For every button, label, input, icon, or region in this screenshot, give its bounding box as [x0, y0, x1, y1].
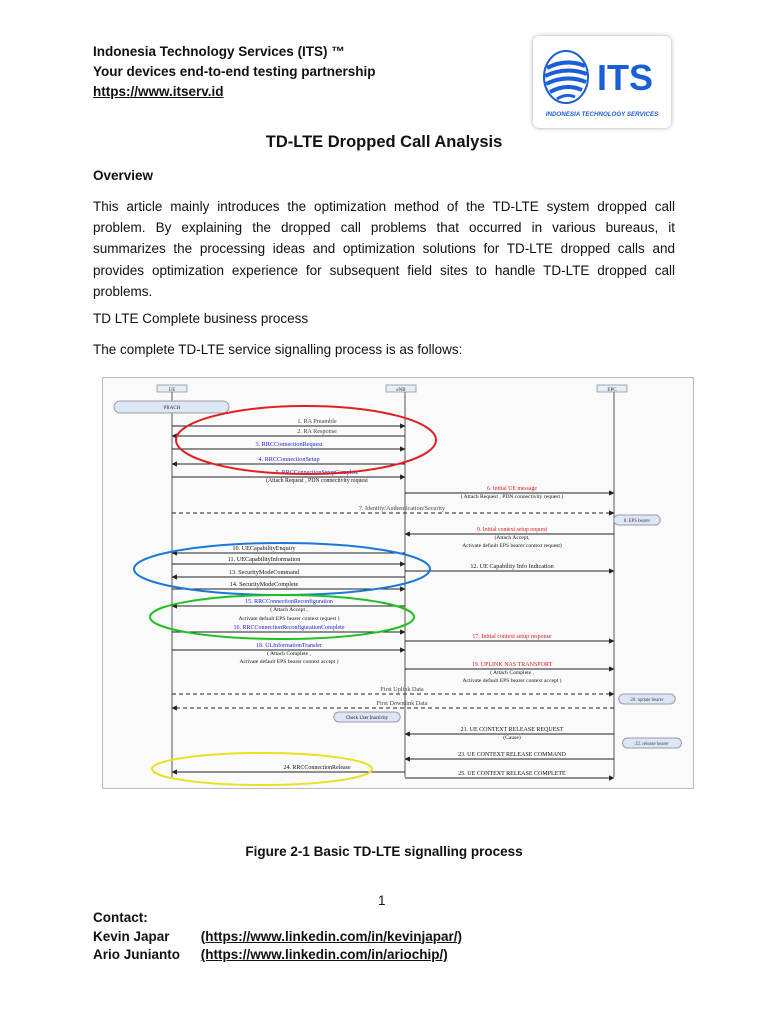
message-label: ( Attach Accept , [270, 607, 308, 613]
message-label: 10. UECapabilityEnquiry [232, 545, 296, 552]
company-tagline: Your devices end-to-end testing partnership [93, 64, 376, 79]
company-name: Indonesia Technology Services (ITS) ™ [93, 44, 345, 59]
message-label: 7. Identity/Authentication/Security [358, 505, 446, 512]
contact-label: Contact: [93, 910, 148, 925]
subheading: TD LTE Complete business process [93, 311, 309, 326]
message-label: (Attach Request , PDN connectivity request [266, 478, 368, 484]
contact-linkedin-link[interactable]: (https://www.linkedin.com/in/ariochip/) [200, 947, 448, 962]
message-label: 12. UE Capability Info Indication [470, 563, 554, 570]
message-label: 15. RRCConnectionReconfiguration [245, 599, 333, 605]
message-label: 4. RRCConnectionSetup [258, 456, 320, 463]
message-label: 8. EPS bearer [623, 519, 651, 524]
globe-icon [544, 51, 588, 103]
message-label: 1. RA Preamble [297, 418, 337, 425]
signalling-diagram [102, 377, 694, 789]
message-label: 3. RRCConnectionRequest [255, 441, 323, 448]
message-label: 18. ULInformationTransfer [256, 643, 322, 649]
message-label: 14. SecurityModeComplete [229, 581, 299, 588]
contact-row [93, 946, 462, 965]
logo-text: ITS [597, 57, 654, 98]
figure-caption: Figure 2-1 Basic TD-LTE signalling process [245, 844, 523, 859]
message-label: 2. RA Response [297, 428, 337, 435]
prach-box: PRACH [163, 406, 181, 411]
message-label: (Attach Accept, [494, 535, 530, 541]
message-label: 6. Initial UE message [487, 486, 537, 492]
message-label: 24. RRCConnectionRelease [283, 765, 351, 771]
its-logo-graphic [533, 36, 671, 128]
message-label: (Cause) [503, 735, 521, 741]
message-label: 25. UE CONTEXT RELEASE COMPLETE [458, 771, 566, 777]
contact-linkedin-link[interactable]: (https://www.linkedin.com/in/kevinjapar/) [200, 928, 463, 944]
message-label: 21. UE CONTEXT RELEASE REQUEST [460, 727, 564, 733]
intro-line: The complete TD-LTE service signalling process is as follows: [93, 342, 463, 357]
contact-row [93, 928, 462, 947]
page-number: 1 [378, 893, 386, 908]
entity-enb: eNB [396, 388, 406, 393]
message-label: Activate default EPS bearer context accept ) [239, 659, 339, 665]
overview-paragraph: This article mainly introduces the optimization method of the TD-LTE system dropped call problem. By explaining the dropped call problems that occurred in various bureaus, it summarizes the processing ideas and optimization solutions for TD-LTE dropped calls and provides optimization experience for subsequent field sites to handle TD-LTE dropped call problems. [93, 199, 675, 299]
overview-heading: Overview [93, 168, 154, 183]
message-label: First Uplink Data [380, 686, 424, 693]
signalling-diagram-svg [102, 377, 694, 789]
message-label: ( Attach Complete , [267, 651, 311, 657]
entity-epc: EPC [607, 388, 617, 393]
message-label: ( Attach Request , PDN connectivity request ) [460, 494, 564, 500]
logo-subtitle: INDONESIA TECHNOLOGY SERVICES [545, 111, 659, 118]
message-label: Activate default EPS bearer context request) [462, 543, 562, 549]
message-label: Activate default EPS bearer context accept ) [462, 678, 562, 684]
message-label: 9. Initial context setup request [476, 527, 548, 533]
message-label: ( Attach Complete , [490, 670, 534, 676]
message-label: 17. Initial context setup response [472, 634, 552, 640]
message-label: 23. UE CONTEXT RELEASE COMMAND [458, 752, 566, 758]
entity-ue: UE [168, 388, 176, 393]
contact-section [93, 909, 462, 965]
message-label: Activate default EPS bearer context request ) [238, 616, 340, 622]
message-label: 22. release bearer [635, 742, 669, 747]
contact-name: Ario Junianto [93, 947, 180, 962]
contact-name: Kevin Japar [93, 928, 170, 944]
company-website-link[interactable]: https://www.itserv.id [93, 84, 224, 99]
message-label: Check User Inactivity [345, 716, 389, 721]
message-label: 5. RRCConnectionSetupComplete [275, 470, 359, 476]
document-header [93, 42, 376, 102]
message-label: 11. UECapabilityInformation [227, 556, 301, 563]
document-title: TD-LTE Dropped Call Analysis [265, 133, 503, 151]
its-logo [533, 36, 671, 128]
diagram-frame [103, 378, 694, 789]
message-label: 16. RRCConnectionReconfigurationComplete [233, 625, 345, 631]
message-label: First Downlink Data [376, 700, 428, 707]
message-label: 19. UPLINK NAS TRANSPORT [471, 662, 553, 668]
message-label: 13. SecurityModeCommand [228, 569, 300, 576]
message-label: 20. update bearer [630, 698, 664, 703]
